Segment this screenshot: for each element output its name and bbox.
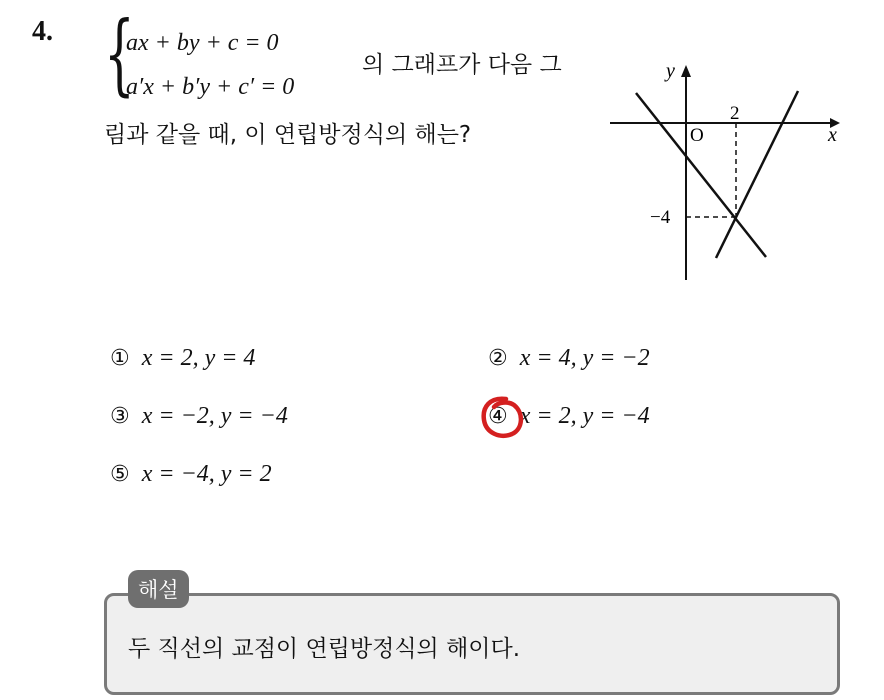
choice-2-text: x = 4, y = −2: [519, 345, 650, 371]
choice-1[interactable]: [110, 345, 255, 372]
choice-3[interactable]: [110, 403, 288, 430]
line-1: [636, 93, 766, 257]
origin-label: O: [690, 125, 704, 146]
choice-3-marker: ③: [110, 404, 130, 429]
equation-1: ax + by + c = 0: [126, 30, 279, 56]
choice-4-text: x = 2, y = −4: [519, 403, 650, 429]
question-text-line2: 림과 같을 때, 이 연립방정식의 해는?: [104, 122, 472, 148]
system-brace: {: [104, 2, 135, 105]
y-axis-arrow: [681, 65, 691, 77]
choice-1-marker: ①: [110, 346, 130, 371]
choice-1-text: x = 2, y = 4: [141, 345, 256, 371]
choice-2-marker: ②: [488, 346, 508, 371]
y-axis-label: y: [666, 60, 675, 82]
equation-2: a′x + b′y + c′ = 0: [126, 74, 295, 100]
choice-5[interactable]: [110, 461, 272, 488]
question-text-line1: 의 그래프가 다음 그: [362, 52, 562, 78]
answer-circle-mark: [476, 393, 532, 443]
x-tick-label: 2: [730, 103, 740, 124]
choice-3-text: x = −2, y = −4: [141, 403, 288, 429]
choice-5-text: x = −4, y = 2: [141, 461, 272, 487]
choice-5-marker: ⑤: [110, 462, 130, 487]
line-2: [716, 91, 798, 258]
choice-4-marker: ④: [488, 404, 508, 429]
x-axis-label: x: [828, 124, 837, 146]
solution-label: 해설: [128, 570, 189, 608]
coordinate-graph: [600, 55, 860, 290]
y-tick-label: −4: [650, 207, 671, 228]
question-number: 4.: [32, 16, 53, 47]
solution-text: 두 직선의 교점이 연립방정식의 해이다.: [128, 636, 521, 662]
choice-2[interactable]: [488, 345, 650, 372]
